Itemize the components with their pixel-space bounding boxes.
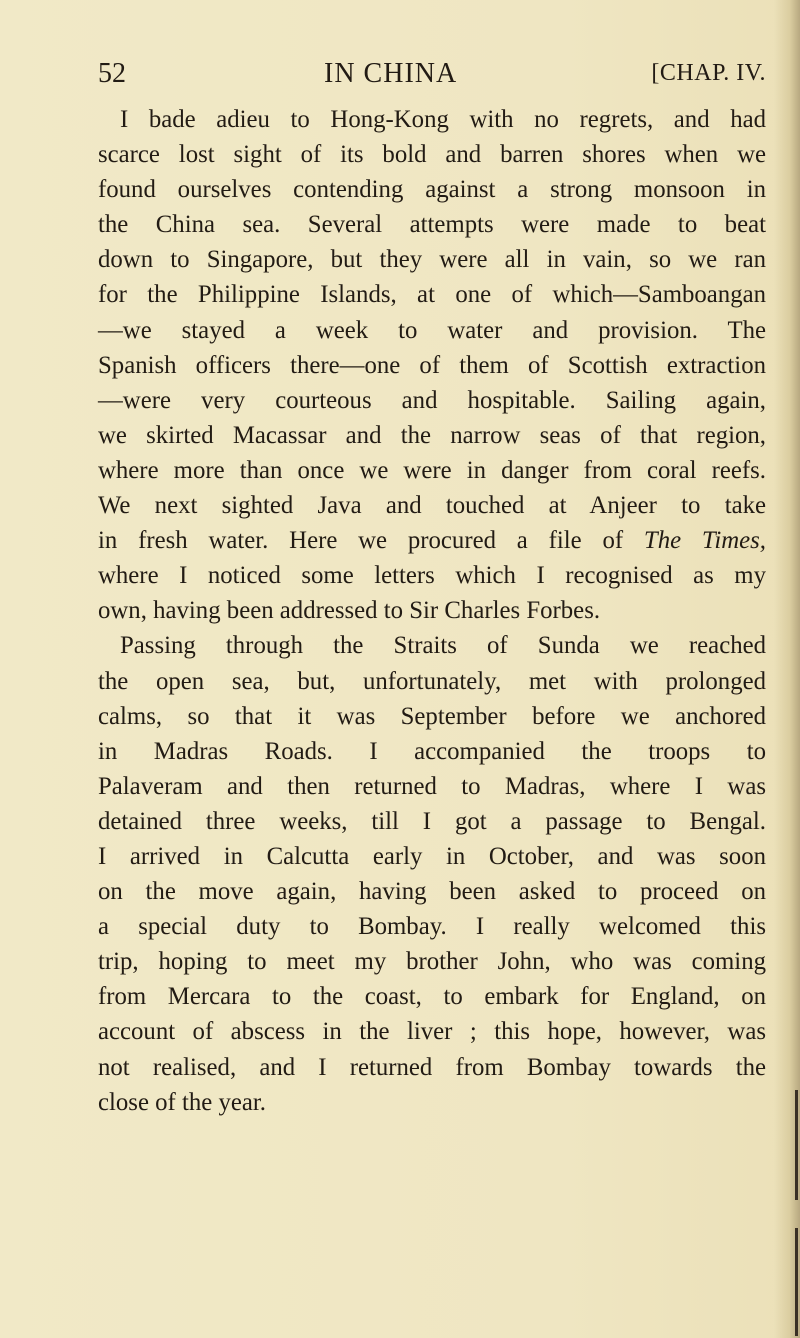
text-line: not realised, and I returned from Bombay towards the: [98, 1053, 766, 1081]
text-line: where more than once we were in danger from coral reefs.: [98, 456, 766, 484]
text-line: own, having been addressed to Sir Charles Forbes.: [98, 597, 601, 625]
newspaper-title: The Times,: [643, 527, 766, 555]
page-number: 52: [98, 58, 126, 89]
text-line: account of abscess in the liver ; this hope, however, was: [98, 1018, 766, 1046]
text-line: —we stayed a week to water and provision. The: [98, 316, 766, 344]
text-line: in Madras Roads. I accompanied the troops to: [98, 737, 766, 765]
body-text: [98, 102, 766, 1120]
text-line: I bade adieu to Hong-Kong with no regrets, and had: [120, 106, 766, 133]
text-line: down to Singapore, but they were all in vain, so we ran: [98, 246, 766, 274]
text-line: the open sea, but, unfortunately, met with prolonged: [98, 667, 766, 695]
text-line: close of the year.: [98, 1088, 266, 1116]
edge-mark: [795, 1228, 798, 1336]
text-line: We next sighted Java and touched at Anjeer to take: [98, 492, 766, 520]
running-title: IN CHINA: [324, 58, 458, 89]
text-line: I arrived in Calcutta early in October, and was soon: [98, 842, 766, 870]
page-header: [98, 58, 766, 98]
text-line: Spanish officers there—one of them of Scottish extraction: [98, 351, 766, 379]
edge-mark: [795, 1090, 798, 1200]
text-line: where I noticed some letters which I recognised as my: [98, 562, 766, 590]
text-line: scarce lost sight of its bold and barren shores when we: [98, 141, 766, 169]
text-line: [98, 523, 766, 558]
chapter-reference: [CHAP. IV.: [651, 60, 766, 86]
text-line: from Mercara to the coast, to embark for England, on: [98, 983, 766, 1011]
page-right-edge: [774, 0, 800, 1338]
text-line: detained three weeks, till I got a passage to Bengal.: [98, 807, 766, 835]
text-segment: in fresh water. Here we procured a file of: [98, 527, 644, 555]
text-line: the China sea. Several attempts were made to beat: [98, 211, 766, 239]
text-line: Passing through the Straits of Sunda we reached: [120, 632, 766, 660]
text-line: Palaveram and then returned to Madras, where I was: [98, 772, 766, 800]
text-line: a special duty to Bombay. I really welcomed this: [98, 913, 766, 941]
text-line: on the move again, having been asked to proceed on: [98, 878, 766, 906]
text-line: —were very courteous and hospitable. Sailing again,: [98, 386, 766, 414]
text-line: for the Philippine Islands, at one of which—Samboangan: [98, 281, 766, 309]
text-line: trip, hoping to meet my brother John, who was coming: [98, 948, 766, 976]
text-line: calms, so that it was September before we anchored: [98, 702, 766, 730]
text-line: found ourselves contending against a strong monsoon in: [98, 176, 766, 204]
text-line: we skirted Macassar and the narrow seas of that region,: [98, 421, 766, 449]
